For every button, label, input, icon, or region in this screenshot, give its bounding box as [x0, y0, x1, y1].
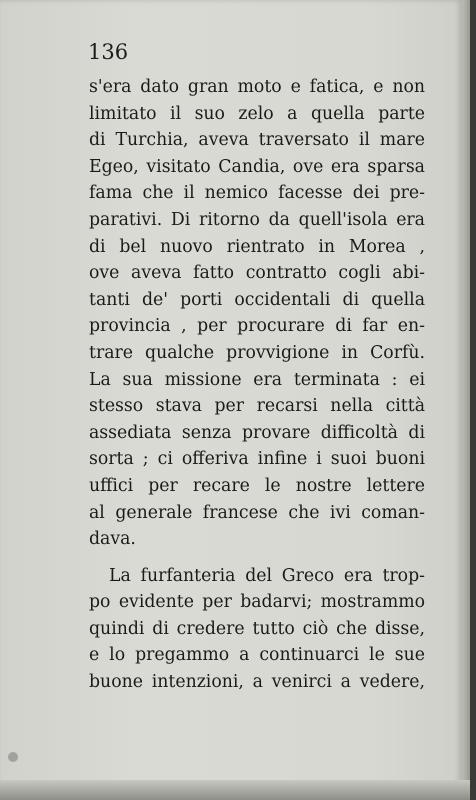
text-line: Egeo, visitato Candia, ove era sparsa [89, 156, 425, 177]
text-line: quindi di credere tutto ciò che disse, [89, 618, 425, 639]
text-line: fama che il nemico facesse dei pre- [89, 183, 425, 204]
page-bottom-edge [0, 780, 470, 800]
body-text [89, 74, 425, 696]
text-line: al generale francese che ivi coman- [89, 502, 425, 523]
text-line: dava. [89, 529, 136, 550]
text-line: uffici per recare le nostre lettere [89, 475, 425, 496]
page-fore-edge [462, 0, 470, 786]
text-line: parativi. Di ritorno da quell'isola era [89, 209, 425, 230]
text-line: La furfanteria del Greco era trop- [109, 565, 425, 586]
page-number: 136 [88, 40, 129, 64]
text-line: stesso stava per recarsi nella città [89, 396, 425, 417]
text-line: di Turchia, aveva traversato il mare [89, 130, 425, 151]
paragraph-gap [89, 553, 425, 563]
text-line: trare qualche provvigione in Corfù. [89, 342, 425, 363]
text-line: limitato il suo zelo a quella parte [89, 103, 425, 124]
paragraph-2 [89, 563, 425, 696]
text-line: tanti de' porti occidentali di quella [89, 289, 425, 310]
text-line: sorta ; ci offeriva infine i suoi buoni [89, 449, 425, 470]
text-line: ove aveva fatto contratto cogli abi- [89, 263, 425, 284]
paragraph-1 [89, 74, 425, 553]
text-line: e lo pregammo a continuarci le sue [89, 645, 425, 666]
text-line: po evidente per badarvi; mostrammo [89, 592, 425, 613]
text-line: buone intenzioni, a venirci a vedere, [89, 672, 425, 693]
text-line: s'era dato gran moto e fatica, e non [89, 77, 425, 97]
text-line: di bel nuovo rientrato in Morea , [89, 236, 425, 257]
text-line: provincia , per procurare di far en- [89, 316, 425, 337]
text-line: assediata senza provare difficoltà di [89, 422, 425, 443]
text-line: La sua missione era terminata : ei [89, 369, 425, 390]
paper-stain [8, 752, 18, 762]
